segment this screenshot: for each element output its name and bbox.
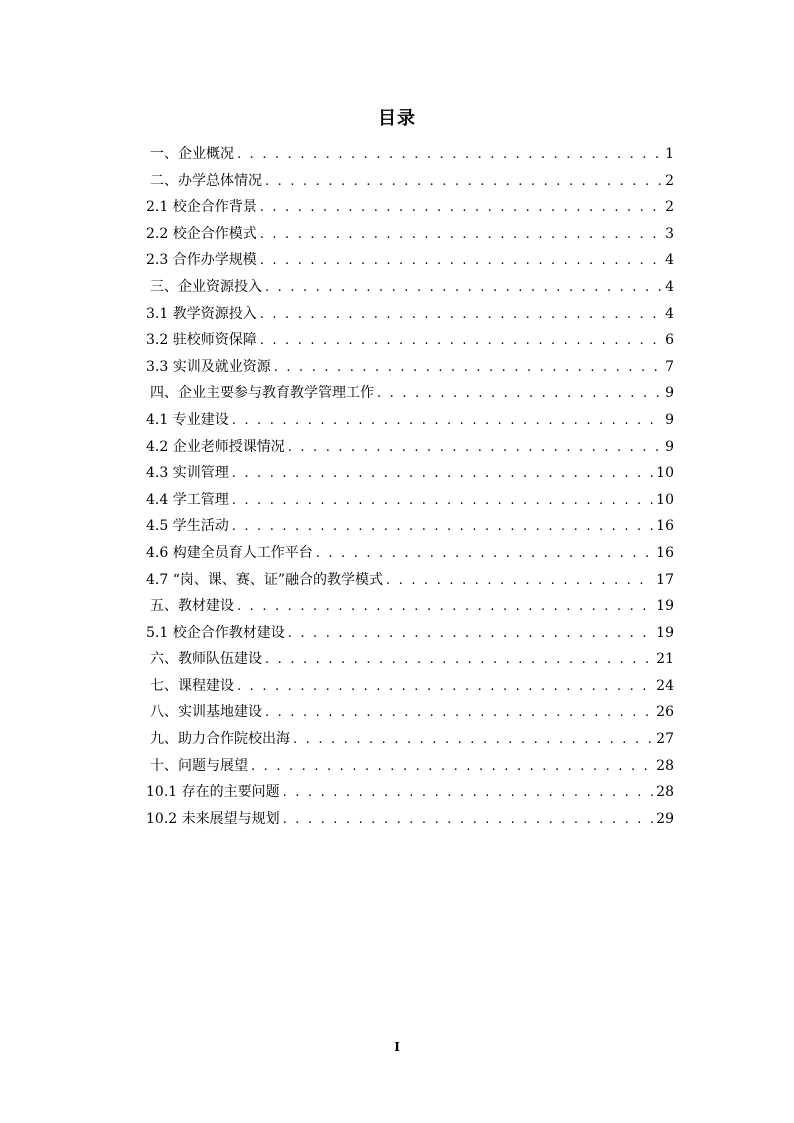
dot-leader	[260, 222, 662, 249]
dot-leader	[283, 807, 654, 834]
toc-entry-page-number: 9	[665, 438, 674, 455]
dot-leader	[316, 541, 653, 568]
table-of-contents	[146, 141, 674, 832]
toc-entry[interactable]	[146, 194, 674, 221]
toc-entry-page-number: 2	[665, 172, 674, 189]
toc-entry-title: 5.1 校企合作教材建设	[146, 624, 285, 641]
toc-entry-page-number: 3	[665, 225, 674, 242]
dot-leader	[260, 302, 662, 329]
toc-entry[interactable]	[146, 380, 674, 407]
dot-leader	[265, 700, 653, 727]
toc-entry-title: 四、企业主要参与教育教学管理工作	[150, 385, 374, 402]
toc-entry-title: 三、企业资源投入	[150, 278, 262, 295]
toc-entry-title: 4.4 学工管理	[146, 491, 229, 508]
toc-entry-title: 八、实训基地建设	[150, 704, 262, 721]
toc-entry-title: 4.5 学生活动	[146, 518, 229, 535]
dot-leader	[232, 488, 653, 515]
dot-leader	[283, 780, 654, 807]
toc-entry-title: 2.2 校企合作模式	[146, 225, 257, 242]
dot-leader	[265, 647, 653, 674]
toc-entry-page-number: 17	[656, 571, 674, 588]
toc-entry-title: 十、问题与展望	[150, 757, 248, 774]
toc-entry-title: 3.1 教学资源投入	[146, 305, 257, 322]
toc-entry[interactable]	[146, 247, 674, 274]
toc-entry-page-number: 16	[656, 544, 674, 561]
toc-entry-title: 4.6 构建全员育人工作平台	[146, 544, 313, 561]
toc-entry[interactable]	[146, 460, 674, 487]
toc-entry[interactable]	[146, 620, 674, 647]
toc-entry-page-number: 26	[656, 704, 674, 721]
toc-entry-page-number: 1	[665, 146, 674, 162]
toc-entry-title: 二、办学总体情况	[150, 172, 262, 189]
toc-entry-title: 4.1 专业建设	[146, 411, 229, 428]
toc-entry-page-number: 24	[656, 677, 674, 694]
toc-entry-page-number: 28	[656, 757, 674, 774]
toc-entry[interactable]	[146, 726, 674, 753]
dot-leader	[251, 754, 653, 781]
dot-leader	[288, 621, 653, 648]
toc-entry-title: 10.2 未来展望与规划	[146, 810, 280, 827]
toc-entry[interactable]	[146, 753, 674, 780]
toc-entry[interactable]	[146, 513, 674, 540]
toc-entry-page-number: 9	[665, 411, 674, 428]
toc-entry-page-number: 10	[656, 491, 674, 508]
toc-entry[interactable]	[146, 540, 674, 567]
toc-entry-page-number: 4	[665, 252, 674, 269]
toc-entry-title: 六、教师队伍建设	[150, 651, 262, 668]
toc-entry-title: 五、教材建设	[150, 598, 234, 615]
toc-entry-page-number: 4	[665, 278, 674, 295]
toc-entry-page-number: 10	[656, 465, 674, 482]
toc-entry-page-number: 9	[665, 385, 674, 402]
toc-entry[interactable]	[146, 274, 674, 301]
toc-entry-title: 七、课程建设	[150, 677, 234, 694]
toc-entry-title: 九、助力合作院校出海	[150, 731, 290, 748]
toc-entry-title: 4.3 实训管理	[146, 465, 229, 482]
dot-leader	[260, 328, 662, 355]
toc-entry-page-number: 6	[665, 332, 674, 349]
toc-entry-page-number: 2	[665, 199, 674, 216]
dot-leader	[237, 674, 653, 701]
dot-leader	[260, 248, 662, 275]
toc-entry[interactable]	[146, 699, 674, 726]
toc-entry-page-number: 7	[665, 358, 674, 375]
toc-entry-page-number: 4	[665, 305, 674, 322]
dot-leader	[386, 568, 653, 595]
toc-entry-page-number: 16	[656, 518, 674, 535]
dot-leader	[232, 461, 653, 488]
dot-leader	[293, 727, 653, 754]
toc-entry-page-number: 19	[656, 598, 674, 615]
toc-entry[interactable]	[146, 779, 674, 806]
dot-leader	[265, 169, 662, 196]
toc-entry[interactable]	[146, 168, 674, 195]
toc-entry[interactable]	[146, 301, 674, 328]
toc-entry-title: 一、企业概况	[150, 146, 234, 162]
page-number: I	[394, 1040, 400, 1054]
toc-entry[interactable]	[146, 646, 674, 673]
toc-entry-title: 3.3 实训及就业资源	[146, 358, 271, 375]
toc-entry-page-number: 29	[656, 810, 674, 827]
dot-leader	[237, 142, 662, 169]
dot-leader	[274, 355, 662, 382]
toc-entry-page-number: 21	[656, 651, 674, 668]
toc-title: 目录	[378, 108, 416, 129]
toc-entry-page-number: 28	[656, 784, 674, 801]
dot-leader	[377, 381, 662, 408]
toc-entry-page-number: 19	[656, 624, 674, 641]
toc-entry[interactable]	[146, 593, 674, 620]
dot-leader	[232, 408, 662, 435]
toc-entry[interactable]	[146, 327, 674, 354]
toc-entry[interactable]	[146, 407, 674, 434]
dot-leader	[232, 514, 653, 541]
toc-entry-title: 2.1 校企合作背景	[146, 199, 257, 216]
toc-entry-title: 10.1 存在的主要问题	[146, 784, 280, 801]
toc-entry[interactable]	[146, 434, 674, 461]
toc-entry[interactable]	[146, 141, 674, 168]
toc-entry[interactable]	[146, 487, 674, 514]
toc-entry-page-number: 27	[656, 731, 674, 748]
toc-entry[interactable]	[146, 354, 674, 381]
dot-leader	[237, 594, 653, 621]
toc-entry-title: 3.2 驻校师资保障	[146, 332, 257, 349]
toc-entry[interactable]	[146, 806, 674, 833]
toc-entry[interactable]	[146, 673, 674, 700]
toc-entry[interactable]	[146, 567, 674, 594]
toc-entry[interactable]	[146, 221, 674, 248]
dot-leader	[288, 435, 662, 462]
dot-leader	[265, 275, 662, 302]
toc-entry-title: 4.7 “岗、课、赛、证”融合的教学模式	[146, 571, 384, 588]
dot-leader	[260, 195, 662, 222]
toc-entry-title: 2.3 合作办学规模	[146, 252, 257, 269]
toc-entry-title: 4.2 企业老师授课情况	[146, 438, 285, 455]
